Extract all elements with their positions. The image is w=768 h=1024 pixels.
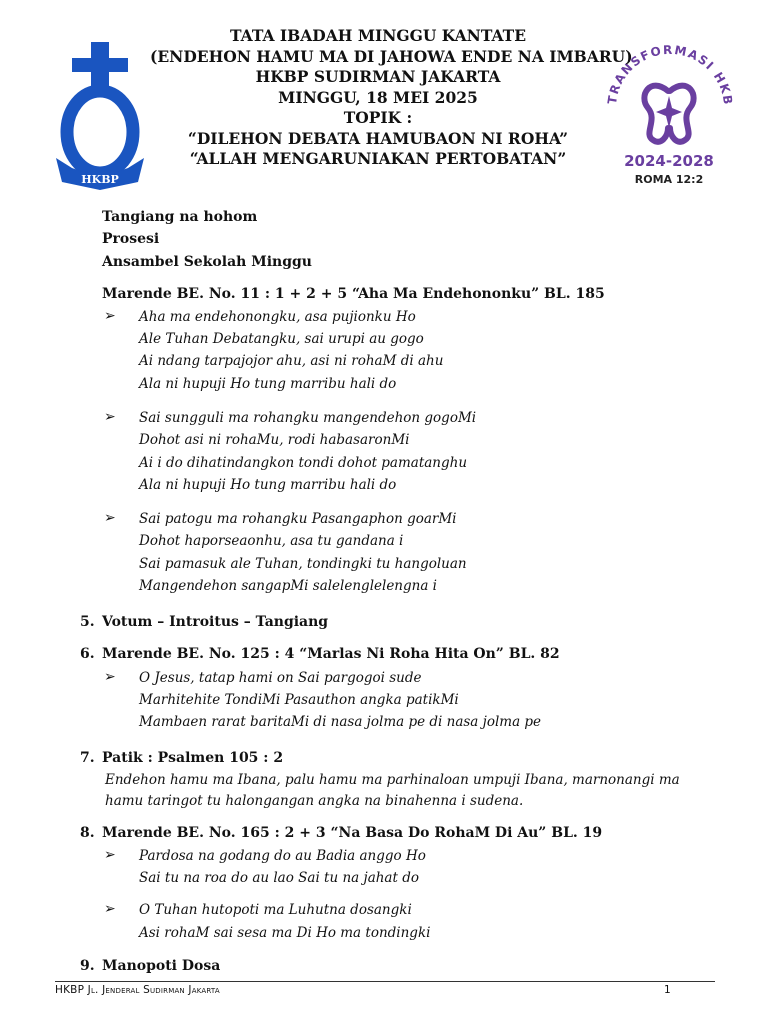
lyric-line: Mambaen rarat baritaMi di nasa jolma pe di nasa jolma pe bbox=[139, 714, 542, 730]
lyric-line: Sai tu na roa do au lao Sai tu na jahat do bbox=[139, 870, 419, 886]
lyric-line: Ala ni hupuji Ho tung marribu hali do bbox=[139, 376, 397, 392]
lyric-line: Marhitehite TondiMi Pasauthon angka patikMi bbox=[139, 692, 459, 708]
header-title: TATA IBADAH MINGGU KANTATE bbox=[229, 26, 527, 45]
transformasi-years: 2024-2028 bbox=[624, 152, 714, 170]
item-number: 6. bbox=[80, 646, 95, 662]
bullet-arrow-icon: ➢ bbox=[104, 308, 116, 324]
lyric-line: Mangendehon sangapMi salelenglelengna i bbox=[139, 578, 437, 594]
item-title: Marende BE. No. 165 : 2 + 3 “Na Basa Do RohaM Di Au” BL. 19 bbox=[102, 825, 603, 841]
intro-item: Ansambel Sekolah Minggu bbox=[102, 254, 312, 270]
intro-item: Prosesi bbox=[102, 231, 160, 247]
header-topic-indonesian: “ALLAH MENGARUNIAKAN PERTOBATAN” bbox=[189, 149, 567, 168]
header-topic-batak: “DILEHON DEBATA HAMUBAON NI ROHA” bbox=[187, 128, 569, 148]
lyric-line: Dohot haporseaonhu, asa tu gandana i bbox=[139, 533, 404, 549]
lyric-line: Sai sungguli ma rohangku mangendehon gogoMi bbox=[139, 410, 477, 426]
page-number: 1 bbox=[664, 984, 671, 996]
lyric-line: Sai patogu ma rohangku Pasangaphon goarMi bbox=[139, 511, 457, 527]
liturgy-item-5 bbox=[80, 614, 328, 630]
item-title: Manopoti Dosa bbox=[102, 958, 221, 974]
transformasi-verse: ROMA 12:2 bbox=[634, 173, 704, 186]
bullet-arrow-icon: ➢ bbox=[104, 409, 116, 425]
lyric-line: O Tuhan hutopoti ma Luhutna dosangki bbox=[139, 902, 412, 918]
liturgy-item-6 bbox=[80, 646, 560, 662]
lyric-line: Ala ni hupuji Ho tung marribu hali do bbox=[139, 477, 397, 493]
hkbp-logo bbox=[50, 40, 150, 190]
item-title: Patik : Psalmen 105 : 2 bbox=[102, 750, 284, 766]
header-theme: (ENDEHON HAMU MA DI JAHOWA ENDE NA IMBARU) bbox=[150, 46, 633, 66]
footer-divider bbox=[55, 981, 715, 982]
liturgy-item-7 bbox=[80, 750, 283, 766]
item-number: 9. bbox=[80, 958, 95, 974]
lyric-line: O Jesus, tatap hami on Sai pargogoi sude bbox=[139, 670, 422, 686]
bullet-arrow-icon: ➢ bbox=[104, 510, 116, 526]
bullet-arrow-icon: ➢ bbox=[104, 901, 116, 917]
lyric-line: Ai ndang tarpajojor ahu, asi ni rohaM di ahu bbox=[139, 353, 444, 369]
item-number: 7. bbox=[80, 750, 95, 766]
item-number: 5. bbox=[80, 614, 95, 630]
lyric-line: Aha ma endehonongku, asa pujionku Ho bbox=[139, 309, 416, 325]
lyric-line: Ale Tuhan Debatangku, sai urupi au gogo bbox=[139, 331, 424, 347]
lyric-line: Pardosa na godang do au Badia anggo Ho bbox=[139, 848, 426, 864]
item-title: Votum – Introitus – Tangiang bbox=[102, 614, 329, 630]
lyric-line: Dohot asi ni rohaMu, rodi habasaronMi bbox=[139, 432, 410, 448]
bullet-arrow-icon: ➢ bbox=[104, 669, 116, 685]
bullet-arrow-icon: ➢ bbox=[104, 847, 116, 863]
footer-church-address: HKBP Jl. Jenderal Sudirman Jakarta bbox=[55, 984, 220, 996]
lyric-line: Ai i do dihatindangkon tondi dohot pamatanghu bbox=[139, 455, 468, 471]
liturgy-item-8 bbox=[80, 825, 602, 841]
hkbp-logo-text: HKBP bbox=[81, 173, 119, 186]
header-topic-label: TOPIK : bbox=[343, 108, 413, 127]
intro-item: Tangiang na hohom bbox=[102, 209, 258, 225]
header-church: HKBP SUDIRMAN JAKARTA bbox=[255, 67, 501, 86]
header-date: MINGGU, 18 MEI 2025 bbox=[278, 87, 478, 107]
liturgy-item-9 bbox=[80, 958, 220, 974]
lyric-line: Sai pamasuk ale Tuhan, tondingki tu hangoluan bbox=[139, 556, 467, 572]
lyric-line: Asi rohaM sai sesa ma Di Ho ma tondingki bbox=[139, 925, 431, 941]
scripture-text: Endehon hamu ma Ibana, palu hamu ma parhinaloan umpuji Ibana, marnonangi ma hamu taringot tu halongangan angka na binahenna i sudena. bbox=[105, 772, 680, 809]
transformasi-arc-text: TRANSFORMASI HKB bbox=[605, 42, 736, 107]
song-title: Marende BE. No. 11 : 1 + 2 + 5 “Aha Ma Endehononku” BL. 185 bbox=[102, 286, 605, 302]
item-title: Marende BE. No. 125 : 4 “Marlas Ni Roha Hita On” BL. 82 bbox=[102, 646, 560, 662]
document-header bbox=[150, 26, 633, 170]
item-number: 8. bbox=[80, 825, 95, 841]
